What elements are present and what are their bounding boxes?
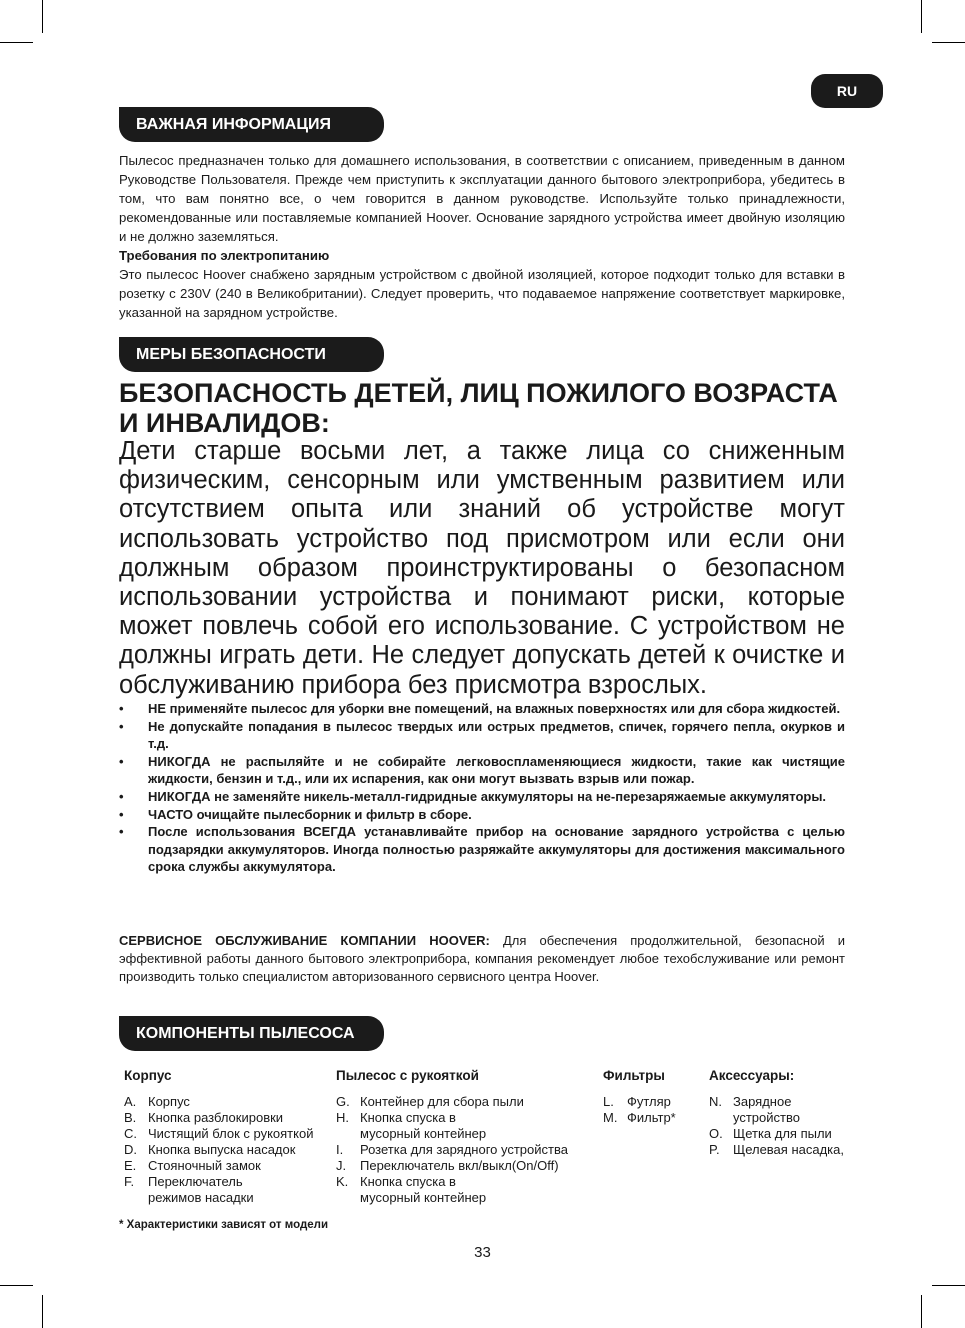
- item-letter: O.: [709, 1126, 723, 1141]
- item-text: Переключатель режимов насадки: [148, 1174, 254, 1205]
- list-item: [709, 1126, 859, 1142]
- list-item: [336, 1142, 596, 1158]
- list-item: [119, 823, 845, 876]
- item-text: Кнопка разблокировки: [148, 1110, 284, 1125]
- bullet-mark: •: [119, 753, 124, 769]
- service-label: СЕРВИСНОЕ ОБСЛУЖИВАНИЕ КОМПАНИИ HOOVER:: [119, 933, 490, 948]
- item-letter: D.: [124, 1142, 137, 1157]
- list-item: [603, 1110, 703, 1126]
- item-text: Кнопка спуска в мусорный контейнер: [360, 1110, 487, 1141]
- crop-mark: [932, 42, 965, 43]
- column-title: Корпус: [124, 1068, 172, 1083]
- item-letter: P.: [709, 1142, 720, 1157]
- bullet-text: Не допускайте попадания в пылесос твердых или острых предметов, спичек, горячего пепла, окурков и т.д.: [148, 718, 845, 752]
- item-text: Чистящий блок с рукояткой: [148, 1126, 314, 1141]
- power-requirements-heading: Требования по электропитанию: [119, 248, 330, 263]
- crop-mark: [0, 42, 33, 43]
- section-header-safety: МЕРЫ БЕЗОПАСНОСТИ: [119, 337, 384, 372]
- list-item: [124, 1174, 274, 1206]
- list-item: [119, 700, 845, 718]
- item-text: Щелевая насадка,: [733, 1142, 844, 1157]
- bullet-mark: •: [119, 788, 124, 804]
- item-text: Переключатель вкл/выкл(On/Off): [360, 1158, 559, 1173]
- service-text: Для обеспечения продолжительной, безопасной и эффективной работы данного бытового электроприбора, компания рекомендует любое техобслуживание или ремонт производить только специалистом авторизованного сервисного центра Hoover.: [119, 933, 845, 984]
- crop-mark: [0, 1285, 33, 1286]
- language-badge: RU: [811, 74, 883, 108]
- power-requirements-text: Это пылесос Hoover снабжено зарядным устройством с двойной изоляцией, которое подходит только для вставки в розетку с 230V (240 в Великобритании). Следует проверить, что подаваемое напряжение соответствует маркировке, указанной на зарядном устройстве.: [119, 267, 845, 320]
- column-title: Пылесос с рукояткой: [336, 1068, 479, 1083]
- section-header-important: ВАЖНАЯ ИНФОРМАЦИЯ: [119, 107, 384, 142]
- model-note: * Характеристики зависят от модели: [119, 1219, 329, 1231]
- crop-mark: [921, 1295, 922, 1328]
- item-letter: N.: [709, 1094, 722, 1109]
- components-column-filters: [603, 1068, 703, 1126]
- item-text: Розетка для зарядного устройства: [360, 1142, 568, 1157]
- item-text: Щетка для пыли: [733, 1126, 832, 1141]
- list-item: [336, 1110, 516, 1142]
- safety-bullet-list: [119, 700, 845, 876]
- item-letter: H.: [336, 1110, 349, 1125]
- bullet-mark: •: [119, 718, 124, 734]
- item-letter: M.: [603, 1110, 618, 1125]
- child-safety-title: БЕЗОПАСНОСТЬ ДЕТЕЙ, ЛИЦ ПОЖИЛОГО ВОЗРАСТА И ИНВАЛИДОВ:: [119, 378, 838, 438]
- bullet-mark: •: [119, 701, 124, 716]
- item-letter: B.: [124, 1110, 137, 1125]
- item-letter: A.: [124, 1094, 137, 1109]
- list-item: [119, 788, 845, 806]
- bullet-text: После использования ВСЕГДА устанавливайте прибор на основание зарядного устройства с целью подзарядки аккумуляторов. Иногда полностью разряжайте аккумуляторы для достижения максимального срока службы аккумулятора.: [148, 824, 845, 875]
- list-item: [124, 1142, 334, 1158]
- item-letter: C.: [124, 1126, 137, 1141]
- service-paragraph: [119, 932, 845, 986]
- item-letter: L.: [603, 1094, 614, 1109]
- bullet-text: НИКОГДА не заменяйте никель-металл-гидридные аккумуляторы на не-перезаряжаемые аккумуляторы.: [148, 788, 827, 804]
- item-letter: K.: [336, 1174, 349, 1189]
- page-number: 33: [474, 1244, 491, 1261]
- list-item: [124, 1126, 334, 1142]
- list-item: [119, 753, 845, 788]
- bullet-mark: •: [119, 824, 124, 840]
- components-column-accessories: [709, 1068, 859, 1158]
- crop-mark: [932, 1285, 965, 1286]
- item-letter: G.: [336, 1094, 350, 1109]
- bullet-text: НЕ применяйте пылесос для уборки вне помещений, на влажных поверхностях или для сбора жидкостей.: [148, 701, 841, 716]
- list-item: [603, 1094, 703, 1110]
- list-item: [709, 1094, 829, 1126]
- column-title: Аксессуары:: [709, 1068, 795, 1083]
- item-text: Фильтр*: [627, 1110, 676, 1125]
- list-item: [124, 1094, 334, 1110]
- item-text: Корпус: [148, 1094, 190, 1109]
- important-paragraph: [119, 151, 845, 322]
- child-safety-text: Дети старше восьми лет, а также лица со сниженным физическим, сенсорным или умственным развитием или отсутствием опыта или знаний об устройстве могут использовать устройство под присмотром или если они должным образом проинструктированы о безопасном использовании устройства и понимают риски, которые может повлечь собой его использование. С устройством не должны играть дети. Не следует допускать детей к очистке и обслуживанию прибора без присмотра взрослых.: [119, 437, 845, 699]
- item-letter: E.: [124, 1158, 137, 1173]
- list-item: [124, 1158, 334, 1174]
- list-item: [124, 1110, 334, 1126]
- components-column-handheld: [336, 1068, 596, 1206]
- list-item: [336, 1158, 596, 1174]
- bullet-text: НИКОГДА не распыляйте и не собирайте легковоспламеняющиеся жидкости, такие как чистящие жидкости, бензин и т.д., или их испарения, как они могут вызвать взрыв или пожар.: [148, 753, 845, 787]
- bullet-text: ЧАСТО очищайте пылесборник и фильтр в сборе.: [148, 806, 472, 822]
- list-item: [709, 1142, 859, 1158]
- list-item: [119, 718, 845, 753]
- item-text: Зарядное устройство: [733, 1094, 800, 1125]
- crop-mark: [42, 1295, 43, 1328]
- list-item: [336, 1174, 516, 1206]
- item-letter: I.: [336, 1142, 344, 1157]
- section-header-components: КОМПОНЕНТЫ ПЫЛЕСОСА: [119, 1016, 384, 1051]
- item-text: Контейнер для сбора пыли: [360, 1094, 524, 1109]
- item-letter: J.: [336, 1158, 347, 1173]
- list-item: [119, 806, 845, 824]
- crop-mark: [921, 0, 922, 33]
- item-text: Кнопка выпуска насадок: [148, 1142, 296, 1157]
- item-text: Футляр: [627, 1094, 671, 1109]
- important-text: Пылесос предназначен только для домашнего использования, в соответствии с описанием, приведенным в данном Руководстве Пользователя. Прежде чем приступить к эксплуатации данного бытового электроприбора, убедитесь в том, что вам понятно все, о чем говорится в данном руководстве. Используйте только принадлежности, рекомендованные или поставляемые компанией Hoover. Основание зарядного устройства имеет двойную изоляцию и не должно заземляться.: [119, 153, 845, 244]
- item-text: Кнопка спуска в мусорный контейнер: [360, 1174, 487, 1205]
- components-column-body: [124, 1068, 334, 1206]
- bullet-mark: •: [119, 806, 124, 822]
- column-title: Фильтры: [603, 1068, 665, 1083]
- item-text: Стояночный замок: [148, 1158, 261, 1173]
- item-letter: F.: [124, 1174, 135, 1189]
- crop-mark: [42, 0, 43, 33]
- list-item: [336, 1094, 596, 1110]
